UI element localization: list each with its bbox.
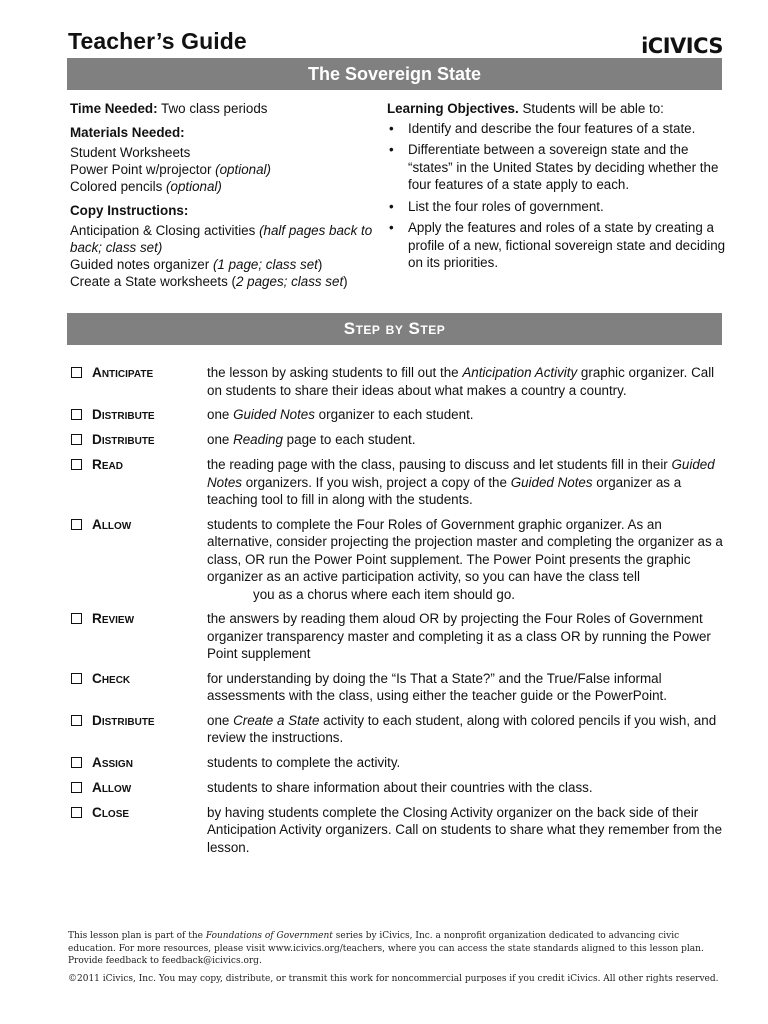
objectives-intro: Students will be able to: bbox=[522, 101, 664, 116]
lesson-details bbox=[70, 100, 375, 290]
objective-item: • Apply the features and roles of a state by creating a profile of a new, fictional sovereign state and deciding on its priorities. bbox=[387, 219, 727, 272]
step-item bbox=[70, 670, 730, 705]
step-item bbox=[70, 610, 730, 663]
objective-item: • Differentiate between a sovereign state and the “states” in the United States by deciding whether the four features of a state apply to each. bbox=[387, 141, 727, 194]
step-verb: Read bbox=[92, 457, 123, 472]
learning-objectives bbox=[387, 100, 727, 276]
step-item bbox=[70, 516, 730, 604]
objectives-heading: Learning Objectives. bbox=[387, 101, 519, 116]
step-item bbox=[70, 456, 730, 509]
step-verb: Review bbox=[92, 611, 135, 626]
checkbox-icon bbox=[71, 782, 82, 793]
step-verb: Allow bbox=[92, 516, 132, 532]
step-description: the reading page with the class, pausing to discuss and let students fill in their Guided Notes organizers. If you wish, project a copy of the Guided Notes organizer as a teaching tool to fill in along with the students. bbox=[207, 457, 715, 507]
material-item: Colored pencils (optional) bbox=[70, 179, 222, 194]
step-description: students to complete the Four Roles of Government graphic organizer. As an alternative, consider projecting the projection master and completing the organizer as a class, OR run the Power Point supplement. The Power Point presents the graphic organizer as an active participation activity, so you can have the class tell you as a chorus where each item should go. bbox=[207, 516, 723, 602]
objective-item: • List the four roles of government. bbox=[387, 198, 727, 216]
checkbox-icon bbox=[71, 807, 82, 818]
step-verb: Distribute bbox=[92, 407, 155, 422]
icivics-logo bbox=[641, 34, 723, 58]
checkbox-icon bbox=[71, 757, 82, 768]
copy-instructions-heading: Copy Instructions: bbox=[70, 203, 189, 218]
step-item bbox=[70, 431, 730, 449]
time-needed-label: Time Needed: bbox=[70, 101, 158, 116]
lesson-title-banner: The Sovereign State bbox=[67, 58, 722, 90]
step-verb: Close bbox=[92, 804, 130, 820]
checkbox-icon bbox=[71, 459, 82, 470]
step-item bbox=[70, 406, 730, 424]
step-verb: Distribute bbox=[92, 712, 155, 728]
copy-instructions-list bbox=[70, 222, 375, 290]
step-verb: Check bbox=[92, 670, 131, 686]
step-verb: Allow bbox=[92, 779, 132, 795]
logo-text: iCIVICS bbox=[641, 34, 723, 58]
step-verb: Anticipate bbox=[92, 365, 154, 380]
step-item bbox=[70, 364, 730, 399]
checkbox-icon bbox=[71, 673, 82, 684]
footer-description: This lesson plan is part of the Foundations of Government series by iCivics, Inc. a nonprofit organization dedicated to advancing civic education. For more resources, please visit www.icivics.org/teachers, where you can access the state standards aligned to this lesson plan. Provide feedback to feedback@icivics.org. bbox=[68, 931, 704, 966]
step-description: the lesson by asking students to fill out the Anticipation Activity graphic organizer. Call on students to share their ideas about what makes a country a country. bbox=[207, 365, 715, 398]
objective-item: • Identify and describe the four features of a state. bbox=[387, 120, 727, 138]
copy-instruction-item: Create a State worksheets (2 pages; class set) bbox=[70, 274, 348, 289]
step-by-step-banner: Step by Step bbox=[67, 313, 722, 345]
materials-list bbox=[70, 144, 375, 195]
objectives-heading-line bbox=[387, 100, 727, 118]
step-description: by having students complete the Closing Activity organizer on the back side of their Anticipation Activity organizers. Call on students to share what they remember from the lesson. bbox=[207, 804, 723, 855]
step-verb: Assign bbox=[92, 754, 133, 770]
checkbox-icon bbox=[71, 519, 82, 530]
steps-list bbox=[70, 364, 730, 863]
step-item bbox=[70, 712, 730, 747]
copy-instruction-item: Anticipation & Closing activities (half pages back to back; class set) bbox=[70, 223, 373, 255]
step-description: students to complete the activity. bbox=[207, 754, 401, 770]
material-item: Student Worksheets bbox=[70, 145, 191, 160]
step-item bbox=[70, 754, 730, 772]
step-description: one Guided Notes organizer to each student. bbox=[207, 407, 474, 422]
step-verb: Distribute bbox=[92, 432, 155, 447]
step-description: one Reading page to each student. bbox=[207, 432, 416, 447]
checkbox-icon bbox=[71, 434, 82, 445]
material-item: Power Point w/projector (optional) bbox=[70, 162, 271, 177]
step-description: one Create a State activity to each student, along with colored pencils if you wish, and review the instructions. bbox=[207, 712, 717, 745]
checkbox-icon bbox=[71, 613, 82, 624]
page-footer bbox=[68, 930, 728, 985]
step-description: students to share information about their countries with the class. bbox=[207, 779, 593, 795]
copy-instruction-item: Guided notes organizer (1 page; class set) bbox=[70, 257, 323, 272]
checkbox-icon bbox=[71, 715, 82, 726]
checkbox-icon bbox=[71, 409, 82, 420]
page-header bbox=[68, 28, 723, 58]
step-description: the answers by reading them aloud OR by projecting the Four Roles of Government organizer transparency master and completing it as a class OR by running the Power Point supplement bbox=[207, 611, 711, 661]
materials-heading: Materials Needed: bbox=[70, 125, 185, 140]
objectives-list bbox=[387, 120, 727, 272]
time-needed-value: Two class periods bbox=[161, 101, 268, 116]
footer-copyright: ©2011 iCivics, Inc. You may copy, distribute, or transmit this work for noncommercial purposes if you credit iCivics. All other rights reserved. bbox=[68, 973, 719, 984]
checkbox-icon bbox=[71, 367, 82, 378]
step-item bbox=[70, 804, 730, 857]
step-item bbox=[70, 779, 730, 797]
time-needed bbox=[70, 100, 375, 117]
document-title: Teacher’s Guide bbox=[68, 28, 247, 54]
step-description: for understanding by doing the “Is That a State?” and the True/False informal assessments with the class, using either the teacher guide or the PowerPoint. bbox=[207, 670, 667, 703]
